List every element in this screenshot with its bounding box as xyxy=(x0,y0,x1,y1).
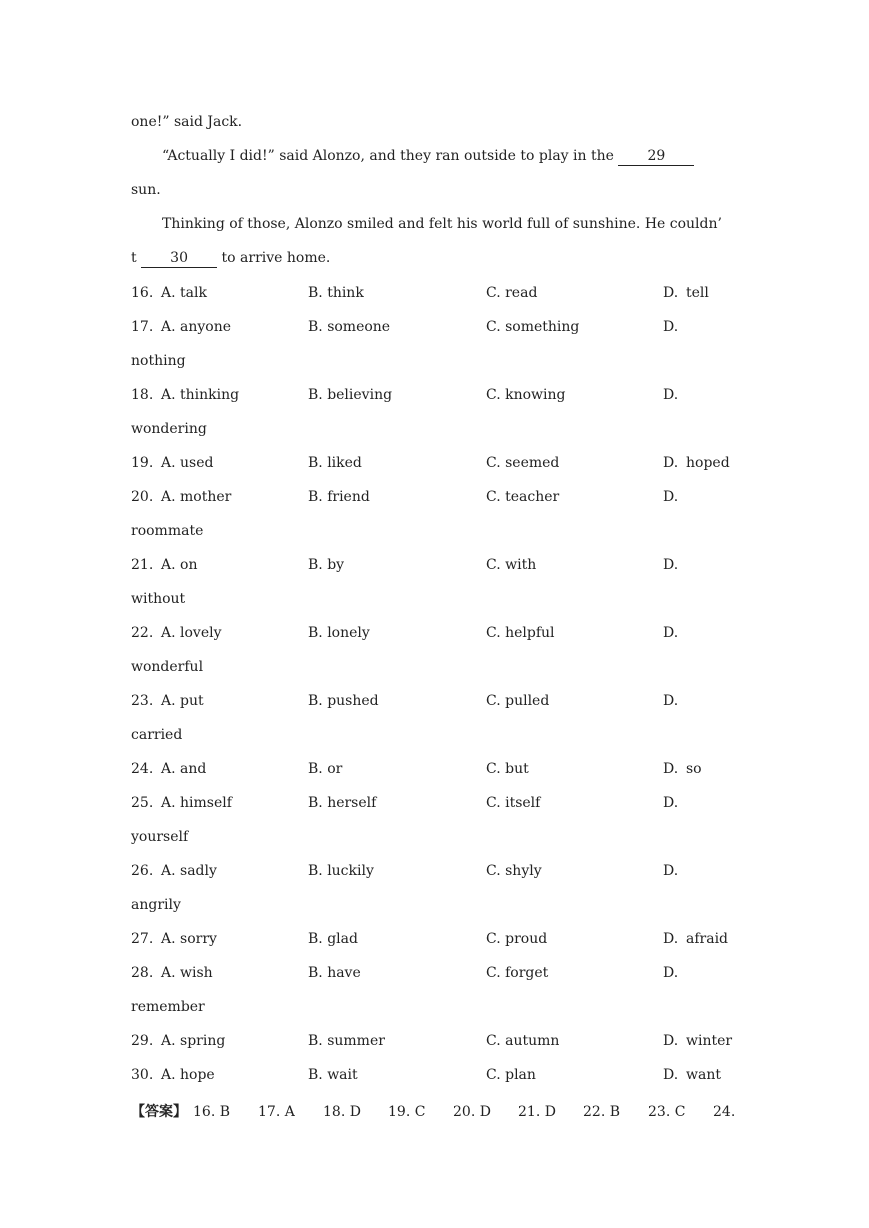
option-d-text: angrily xyxy=(131,897,181,913)
option-a: A. lovely xyxy=(161,625,222,641)
option-c: C. autumn xyxy=(486,1033,560,1049)
option-d-text: winter xyxy=(686,1033,733,1049)
option-c: C. helpful xyxy=(486,625,555,641)
question-number: 29. xyxy=(131,1033,154,1049)
question-number: 19. xyxy=(131,455,154,471)
option-d-label: D. xyxy=(663,455,679,471)
question-number: 30. xyxy=(131,1067,154,1083)
question-number: 24. xyxy=(131,761,154,777)
question-row xyxy=(131,862,741,880)
passage-line-2 xyxy=(162,147,694,166)
option-b: B. pushed xyxy=(308,693,379,709)
option-c: C. proud xyxy=(486,931,548,947)
option-a: A. hope xyxy=(161,1067,215,1083)
option-c: C. forget xyxy=(486,965,549,981)
passage-line-3: sun. xyxy=(131,182,161,198)
answer-item: 17. A xyxy=(258,1104,295,1120)
passage-line-1: one!” said Jack. xyxy=(131,114,243,130)
option-d-text: want xyxy=(686,1067,721,1083)
question-number: 21. xyxy=(131,557,154,573)
question-number: 22. xyxy=(131,625,154,641)
option-d-label: D. xyxy=(663,387,679,403)
option-b: B. or xyxy=(308,761,343,777)
question-number: 18. xyxy=(131,387,154,403)
question-number: 28. xyxy=(131,965,154,981)
option-d-text: roommate xyxy=(131,523,204,539)
option-a: A. thinking xyxy=(161,387,240,403)
option-c: C. with xyxy=(486,557,537,573)
question-number: 26. xyxy=(131,863,154,879)
answer-label: 【答案】 xyxy=(131,1104,187,1120)
option-a: A. anyone xyxy=(161,319,232,335)
answer-item: 19. C xyxy=(388,1104,426,1120)
question-number: 27. xyxy=(131,931,154,947)
option-a: A. sadly xyxy=(161,863,217,879)
question-row xyxy=(131,692,741,710)
blank-29: 29 xyxy=(618,147,694,166)
option-d-label: D. xyxy=(663,795,679,811)
question-row xyxy=(131,488,741,506)
option-c: C. knowing xyxy=(486,387,566,403)
option-c: C. teacher xyxy=(486,489,560,505)
option-a: A. himself xyxy=(161,795,232,811)
answer-item: 16. B xyxy=(193,1104,231,1120)
question-row xyxy=(131,794,741,812)
question-number: 23. xyxy=(131,693,154,709)
option-b: B. think xyxy=(308,285,364,301)
question-row xyxy=(131,284,741,302)
option-d-label: D. xyxy=(663,625,679,641)
option-a: A. spring xyxy=(161,1033,226,1049)
question-row xyxy=(131,318,741,336)
answer-item: 20. D xyxy=(453,1104,491,1120)
option-d-text: without xyxy=(131,591,186,607)
option-b: B. liked xyxy=(308,455,362,471)
question-row xyxy=(131,1066,741,1084)
question-number: 16. xyxy=(131,285,154,301)
option-a: A. wish xyxy=(161,965,213,981)
question-row xyxy=(131,964,741,982)
option-d-text: remember xyxy=(131,999,205,1015)
option-c: C. pulled xyxy=(486,693,550,709)
option-b: B. by xyxy=(308,557,345,573)
option-d-text: tell xyxy=(686,285,709,301)
passage-line-5-pre: t xyxy=(131,250,142,266)
option-d-label: D. xyxy=(663,931,679,947)
option-d-text: wonderful xyxy=(131,659,204,675)
option-c: C. plan xyxy=(486,1067,536,1083)
option-a: A. mother xyxy=(161,489,232,505)
option-b: B. glad xyxy=(308,931,358,947)
question-row xyxy=(131,760,741,778)
option-c: C. something xyxy=(486,319,580,335)
option-b: B. friend xyxy=(308,489,370,505)
option-d-label: D. xyxy=(663,285,679,301)
option-d-label: D. xyxy=(663,489,679,505)
option-b: B. luckily xyxy=(308,863,374,879)
answer-item: 22. B xyxy=(583,1104,621,1120)
option-d-label: D. xyxy=(663,965,679,981)
option-d-text: wondering xyxy=(131,421,207,437)
question-row xyxy=(131,556,741,574)
option-a: A. talk xyxy=(161,285,207,301)
option-d-text: hoped xyxy=(686,455,730,471)
option-c: C. seemed xyxy=(486,455,560,471)
passage-line-2-text: “Actually I did!” said Alonzo, and they ran outside to play in the xyxy=(162,148,619,164)
option-d-label: D. xyxy=(663,1067,679,1083)
option-a: A. and xyxy=(161,761,207,777)
option-b: B. lonely xyxy=(308,625,370,641)
option-d-label: D. xyxy=(663,863,679,879)
passage-line-5-post: to arrive home. xyxy=(217,250,331,266)
option-b: B. believing xyxy=(308,387,393,403)
question-number: 17. xyxy=(131,319,154,335)
question-row xyxy=(131,454,741,472)
question-number: 25. xyxy=(131,795,154,811)
option-c: C. but xyxy=(486,761,529,777)
option-b: B. have xyxy=(308,965,361,981)
option-d-text: yourself xyxy=(131,829,189,845)
option-a: A. sorry xyxy=(161,931,217,947)
option-b: B. summer xyxy=(308,1033,385,1049)
option-d-text: so xyxy=(686,761,702,777)
answer-item: 23. C xyxy=(648,1104,686,1120)
option-b: B. wait xyxy=(308,1067,358,1083)
option-a: A. put xyxy=(161,693,204,709)
option-c: C. read xyxy=(486,285,538,301)
option-d-text: nothing xyxy=(131,353,186,369)
option-d-text: afraid xyxy=(686,931,729,947)
option-a: A. used xyxy=(161,455,214,471)
option-c: C. shyly xyxy=(486,863,542,879)
answer-item: 18. D xyxy=(323,1104,361,1120)
option-d-label: D. xyxy=(663,319,679,335)
answer-item: 21. D xyxy=(518,1104,556,1120)
question-row xyxy=(131,624,741,642)
option-a: A. on xyxy=(161,557,198,573)
answer-line xyxy=(131,1103,741,1121)
blank-30: 30 xyxy=(141,249,217,268)
passage-line-4: Thinking of those, Alonzo smiled and felt his world full of sunshine. He couldn’ xyxy=(162,216,722,232)
option-c: C. itself xyxy=(486,795,541,811)
option-d-label: D. xyxy=(663,1033,679,1049)
option-d-label: D. xyxy=(663,557,679,573)
question-number: 20. xyxy=(131,489,154,505)
question-row xyxy=(131,930,741,948)
option-b: B. herself xyxy=(308,795,377,811)
question-row xyxy=(131,1032,741,1050)
passage-line-5 xyxy=(131,249,330,268)
question-row xyxy=(131,386,741,404)
option-b: B. someone xyxy=(308,319,391,335)
option-d-text: carried xyxy=(131,727,183,743)
answer-item: 24. xyxy=(713,1104,736,1120)
option-d-label: D. xyxy=(663,693,679,709)
option-d-label: D. xyxy=(663,761,679,777)
